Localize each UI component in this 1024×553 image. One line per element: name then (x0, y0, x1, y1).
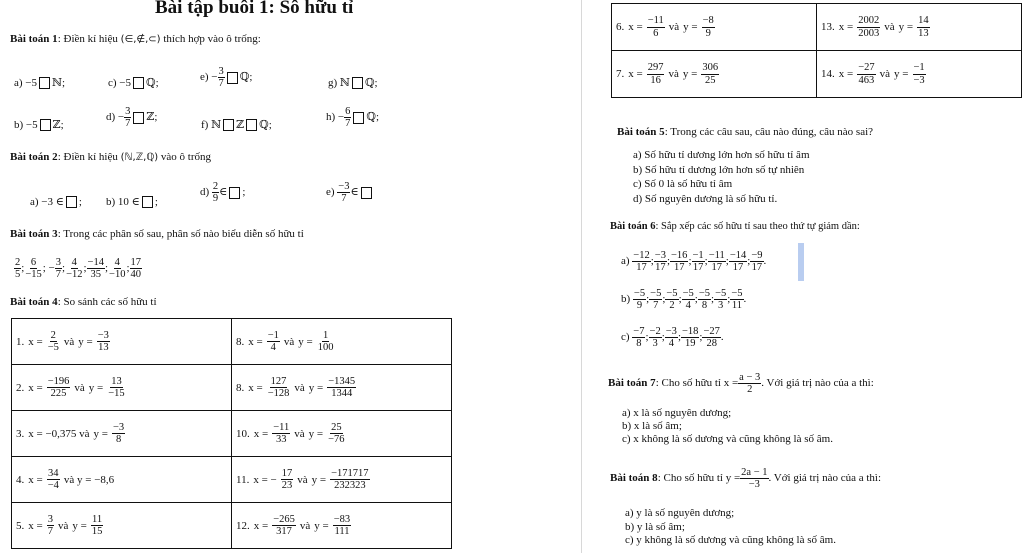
fraction: $\frac{-27}{463}$ (858, 62, 875, 86)
fraction: $\frac{-11}{33}$ (273, 421, 290, 445)
fraction: $\frac{-5}{3}$ (715, 288, 727, 312)
fraction: $\frac{-1}{17}$ (692, 250, 704, 274)
fraction: $\frac{4}{-10}$ (109, 257, 126, 281)
fraction: $\frac{-18}{19}$ (682, 326, 699, 350)
answer-box[interactable] (133, 77, 144, 89)
comparison-pair: 5. x = $\frac{3}{7}$ và y = $\frac{11}{15}$ (16, 513, 103, 537)
table-row (12, 365, 452, 411)
problem-1-item-g: g) ℕ ℚ; (328, 77, 378, 89)
list-item: c) x không là số dương và cũng không là số âm. (622, 433, 833, 445)
comparison-pair: 12. x = $\frac{-265}{317}$ và y = $\frac{-83}{111}$ (236, 513, 351, 537)
fraction: $\frac{2}{5}$ (15, 257, 21, 281)
fraction: $\frac{-5}{9}$ (633, 288, 646, 312)
fraction: $\frac{-11}{6}$ (647, 15, 664, 39)
list-item: a) y là số nguyên dương; (625, 507, 735, 519)
answer-box[interactable] (227, 72, 238, 84)
fraction: $\frac{-14}{17}$ (729, 250, 747, 274)
problem-1-item-b: b) −5 ℤ; (14, 119, 64, 131)
problem-5-items (633, 148, 810, 206)
table-row (612, 51, 1022, 98)
answer-box[interactable] (40, 119, 51, 131)
problem-6-heading: Bài toán 6: Sắp xếp các số hữu tỉ sau theo thứ tự giảm dần: (610, 221, 860, 232)
fraction: $\frac{-5}{8}$ (698, 288, 711, 312)
list-item: d) Số nguyên dương là số hữu tỉ. (633, 192, 778, 205)
answer-box[interactable] (352, 77, 363, 89)
problem-2-item-b: b) 10 ∈ ; (106, 196, 158, 208)
fraction: $\frac{-11}{17}$ (708, 250, 725, 274)
fraction: $\frac{-12}{17}$ (633, 250, 650, 274)
comparison-pair: 8. x = $\frac{-1}{4}$ và y = $\frac{1}{100}$ (236, 329, 334, 353)
fraction: $\frac{-1345}{1344}$ (328, 375, 356, 399)
fraction: $\frac{-7}{8}$ (633, 326, 645, 350)
fraction: $\frac{11}{15}$ (91, 513, 103, 537)
problem-8-heading: Bài toán 8: Cho số hữu tỉ y = $\frac{2a - 1}{-3}$ . Với giá trị nào của a thì: (610, 467, 882, 491)
list-item: c) y không là số dương và cũng không là số âm. (625, 534, 836, 546)
fraction: $\frac{-265}{317}$ (273, 513, 295, 537)
table-row (612, 4, 1022, 51)
answer-box[interactable] (353, 112, 364, 124)
fraction: $\frac{-171717}{232323}$ (331, 467, 369, 491)
fraction: $\frac{6}{-15}$ (25, 257, 42, 281)
fraction: $\frac{17}{23}$ (281, 467, 293, 491)
fraction: $\frac{-5}{11}$ (731, 288, 743, 312)
problem-1-item-h: h) − $\frac{6}{7}$ ℚ; (326, 106, 380, 130)
problem-1-item-d: d) − $\frac{3}{7}$ ℤ; (106, 106, 158, 130)
comparison-pair: 6. x = $\frac{-11}{6}$ và y = $\frac{-8}{9}$ (616, 15, 714, 39)
fraction: $\frac{-8}{9}$ (702, 15, 714, 39)
problem-6-item-b: b) $\frac{-5}{9}$ ; $\frac{-5}{7}$ ; $\frac{-5}{2}$ ; $\frac{-5}{4}$ ; $\frac{-5}{8}$ ; $\frac{-5}{3}$ ; $\frac{-5}{11}$ . (621, 288, 747, 312)
fraction: $\frac{25}{-76}$ (328, 421, 345, 445)
table-row (12, 503, 452, 549)
comparison-pair: 7. x = $\frac{297}{16}$ và y = $\frac{306}{25}$ (616, 62, 719, 86)
fraction: $\frac{14}{13}$ (918, 15, 929, 39)
comparison-table-right (611, 3, 1022, 98)
fraction: $\frac{13}{-15}$ (108, 375, 125, 399)
table-row (12, 457, 452, 503)
problem-1-item-a: a) −5 ℕ; (14, 77, 66, 89)
page-divider (581, 0, 582, 553)
fraction: $\frac{297}{16}$ (647, 62, 664, 86)
answer-box[interactable] (133, 112, 144, 124)
fraction: $\frac{-27}{28}$ (703, 326, 720, 350)
fraction: $\frac{-3}{4}$ (665, 326, 677, 350)
list-item: a) Số hữu tỉ dương lớn hơn số hữu tỉ âm (633, 149, 810, 161)
problem-2-heading: Bài toán 2: Điền kí hiệu (ℕ,ℤ,ℚ) vào ô trống (10, 151, 211, 163)
answer-box[interactable] (229, 187, 240, 199)
fraction: $\frac{2002}{2003}$ (858, 15, 880, 39)
problem-6-item-c: c) $\frac{-7}{8}$ ; $\frac{-2}{3}$ ; $\frac{-3}{4}$ ; $\frac{-18}{19}$ ; $\frac{-27}{28}$ . (621, 326, 724, 350)
answer-box[interactable] (39, 77, 50, 89)
fraction: $\frac{3}{7}$ (47, 513, 53, 537)
fraction: $\frac{-5}{2}$ (666, 288, 678, 312)
list-item: b) x là số âm; (622, 420, 682, 432)
problem-4-heading: Bài toán 4: So sánh các số hữu tỉ (10, 296, 157, 308)
fraction: $\frac{306}{25}$ (702, 62, 719, 86)
fraction: $\frac{2}{-5}$ (47, 329, 59, 353)
fraction: $\frac{-14}{35}$ (87, 257, 104, 281)
comparison-pair: 3. x = −0,375 và y = $\frac{-3}{8}$ (16, 421, 125, 445)
problem-1-item-e: e) − $\frac{3}{7}$ ℚ; (200, 66, 253, 90)
fraction: $\frac{-2}{3}$ (649, 326, 661, 350)
text-cursor-highlight (798, 243, 804, 281)
fraction: $\frac{-16}{17}$ (671, 250, 688, 274)
fraction: $\frac{34}{-4}$ (47, 467, 59, 491)
answer-box[interactable] (142, 196, 153, 208)
problem-2-item-a: a) −3 ∈ ; (30, 196, 82, 208)
problem-5-heading: Bài toán 5: Trong các câu sau, câu nào đúng, câu nào sai? (617, 126, 874, 138)
problem-7-items (622, 407, 833, 446)
problem-2-item-e: e) $\frac{-3}{7}$ ∈ (326, 181, 374, 204)
answer-box[interactable] (66, 196, 77, 208)
list-item: a) x là số nguyên dương; (622, 407, 732, 419)
problem-6-item-a: a) $\frac{-12}{17}$ ; $\frac{-3}{17}$ ; $\frac{-16}{17}$ ; $\frac{-1}{17}$ ; $\frac{-11}{17}$ ; $\frac{-14}{17}$ ; $\frac{-9}{17}$ . (621, 250, 767, 274)
fraction: $\frac{-3}{17}$ (654, 250, 666, 274)
list-item: b) y là số âm; (625, 520, 685, 533)
fraction: $\frac{-196}{225}$ (47, 375, 70, 399)
fraction: $\frac{-3}{13}$ (97, 329, 109, 353)
fraction: $\frac{-5}{4}$ (682, 288, 694, 312)
table-row (12, 319, 452, 365)
comparison-pair: 8. x = $\frac{127}{-128}$ và y = $\frac{-1345}{1344}$ (236, 375, 356, 399)
comparison-table-left (11, 318, 452, 549)
problem-3-heading: Bài toán 3: Trong các phân số sau, phân số nào biểu diễn số hữu tỉ (10, 228, 304, 240)
fraction: $\frac{4}{-12}$ (66, 257, 83, 281)
fraction: $\frac{3}{7}$ (55, 257, 61, 281)
comparison-pair: 14. x = $\frac{-27}{463}$ và y = $\frac{-1}{-3}$ (821, 62, 925, 86)
comparison-pair: 2. x = $\frac{-196}{225}$ và y = $\frac{13}{-15}$ (16, 375, 125, 399)
problem-2-item-d: d) $\frac{2}{9}$ ∈ ; (200, 181, 246, 205)
problem-1-heading: Bài toán 1: Điền kí hiệu (∈,∉,⊂) thích hợp vào ô trống: (10, 33, 261, 45)
comparison-pair: 11. x = − $\frac{17}{23}$ và y = $\frac{-171717}{232323}$ (236, 467, 369, 491)
problem-3-fraction-list: $\frac{2}{5}$ ; $\frac{6}{-15}$ ; − $\frac{3}{7}$ ; $\frac{4}{-12}$ ; $\frac{-14}{35}$ ; $\frac{4}{-10}$ ; $\frac{17}{40}$ (15, 257, 142, 281)
fraction: $\frac{-9}{17}$ (751, 250, 763, 274)
problem-1-item-f: f) ℕ ℤ ℚ; (201, 119, 272, 131)
comparison-pair: 10. x = $\frac{-11}{33}$ và y = $\frac{25}{-76}$ (236, 421, 345, 445)
comparison-pair: 4. x = $\frac{34}{-4}$ và y = −8,6 (16, 467, 115, 491)
comparison-pair: 1. x = $\frac{2}{-5}$ và y = $\frac{-3}{13}$ (16, 329, 109, 353)
fraction: $\frac{-3}{8}$ (113, 421, 125, 445)
fraction: $\frac{-1}{4}$ (267, 329, 279, 353)
list-item: b) Số hữu tỉ dương lớn hơn số tự nhiên (633, 163, 805, 176)
problem-7-heading: Bài toán 7: Cho số hữu tỉ x = $\frac{a - 3}{2}$ . Với giá trị nào của a thì: (608, 372, 874, 396)
fraction: $\frac{1}{100}$ (317, 329, 334, 353)
answer-box[interactable] (223, 119, 234, 131)
fraction: $\frac{-1}{-3}$ (913, 62, 925, 86)
fraction: $\frac{17}{40}$ (130, 257, 142, 281)
table-row (12, 411, 452, 457)
fraction: $\frac{-83}{111}$ (333, 513, 351, 537)
answer-box[interactable] (246, 119, 257, 131)
list-item: c) Số 0 là số hữu tỉ âm (633, 178, 733, 190)
problem-8-items (625, 507, 836, 548)
page-title: Bài tập buôi 1: Sô hữu tỉ (155, 0, 354, 18)
answer-box[interactable] (361, 187, 372, 199)
problem-1-item-c: c) −5 ℚ; (108, 77, 159, 89)
fraction: $\frac{-5}{7}$ (650, 288, 662, 312)
fraction: $\frac{127}{-128}$ (267, 375, 290, 399)
comparison-pair: 13. x = $\frac{2002}{2003}$ và y = $\frac{14}{13}$ (821, 15, 929, 39)
